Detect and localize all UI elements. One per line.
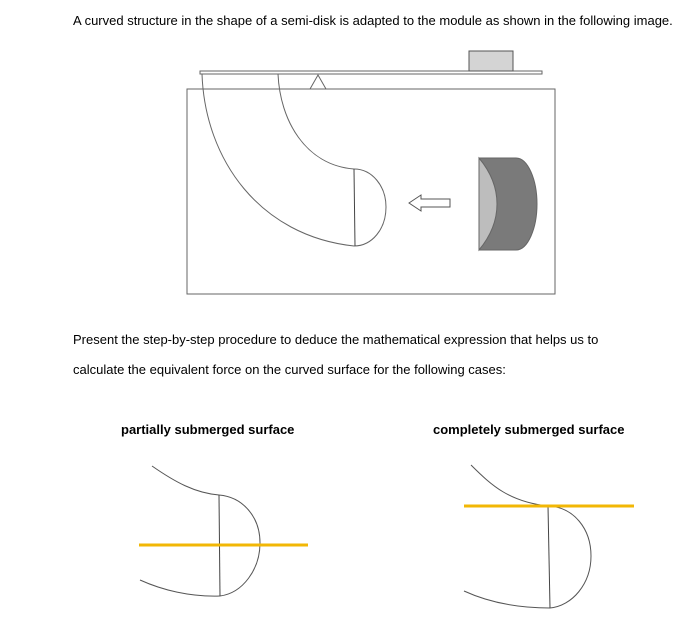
instruction-line-2: calculate the equivalent force on the curved surface for the following cases: [73, 362, 506, 377]
case-label-partial: partially submerged surface [121, 422, 295, 437]
complete-lower-curve [464, 591, 550, 608]
pivot-icon [310, 75, 326, 89]
case-label-complete: completely submerged surface [433, 422, 625, 437]
complete-upper-curve [471, 465, 548, 506]
intro-paragraph: A curved structure in the shape of a semi-disk is adapted to the module as shown in the following image. [73, 13, 673, 28]
partial-upper-curve [152, 466, 219, 495]
complete-semi-disk [548, 506, 591, 608]
partial-lower-curve [140, 580, 220, 596]
complete-flat-face [548, 506, 550, 608]
complete-figure [340, 440, 680, 620]
counter-weight [469, 51, 513, 71]
instruction-line-1: Present the step-by-step procedure to deduce the mathematical expression that helps us to [73, 332, 599, 347]
partial-figure [0, 440, 340, 620]
